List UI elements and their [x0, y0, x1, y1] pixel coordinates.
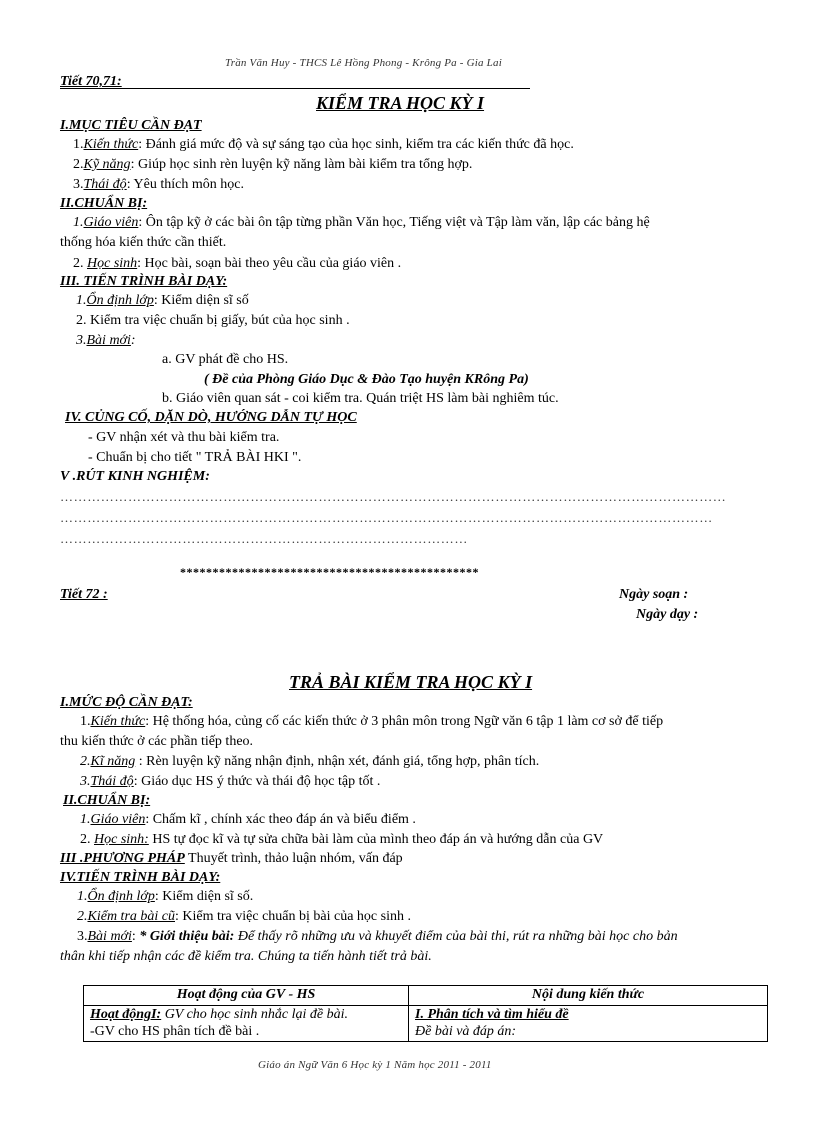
notes-line-2: ……………………………………………………………………………………………………………………………… [60, 511, 713, 525]
lesson1-s1-heading: I.MỤC TIÊU CẦN ĐẠT [60, 118, 202, 133]
notes-line-1: ………………………………………………………………………………………………………………………………… [60, 490, 727, 504]
lesson1-exam-source: ( Đề của Phòng Giáo Dục & Đào Tạo huyện KRông Pa) [204, 372, 529, 387]
lesson2-intro-cont: thân khi tiếp nhận các đề kiểm tra. Chúng ta tiến hành tiết trả bài. [60, 949, 432, 964]
lesson2-period: Tiết 72 : [60, 587, 108, 602]
lesson1-attitude: 3.Thái độ: Yêu thích môn học. [73, 177, 244, 192]
lesson2-knowledge-cont: thu kiến thức ở các phần tiếp theo. [60, 734, 254, 749]
lesson2-step3: 3.Bài mới: * Giới thiệu bài: Để thấy rõ những ưu và khuyết điểm của bài thi, rút ra những bài học cho bản [77, 929, 678, 944]
lesson2-step1: 1.Ổn định lớp: Kiểm diện sĩ số. [77, 889, 254, 904]
lesson1-s4-line1: - GV nhận xét và thu bài kiểm tra. [88, 430, 280, 445]
lesson1-teacher: 1.Giáo viên: Ôn tập kỹ ở các bài ôn tập từng phần Văn học, Tiếng việt và Tập làm văn, lập các bảng hệ [73, 215, 650, 230]
notes-line-3: ……………………………………………………………………………… [60, 532, 468, 546]
lesson1-teacher-cont: thống hóa kiến thức cần thiết. [60, 235, 227, 250]
lesson1-s2-heading: II.CHUẨN BỊ: [60, 196, 148, 211]
table-header-row [84, 986, 768, 1006]
table-cell-content: I. Phân tích và tìm hiểu đề Đề bài và đáp án: [409, 1005, 768, 1042]
lesson1-step3a: a. GV phát đề cho HS. [162, 352, 289, 367]
page-footer: Giáo án Ngữ Văn 6 Học kỳ 1 Năm học 2011 - 2011 [258, 1059, 492, 1071]
lesson2-s2-heading: II.CHUẨN BỊ: [63, 793, 151, 808]
lesson1-s3-heading: III. TIẾN TRÌNH BÀI DẠY: [60, 274, 228, 289]
lesson1-step1: 1.Ổn định lớp: Kiểm diện sĩ số [76, 293, 249, 308]
lesson2-knowledge: 1.Kiến thức: Hệ thống hóa, củng cố các kiến thức ở 3 phân môn trong Ngữ văn 6 tập 1 làm cơ sở để tiếp [80, 714, 664, 729]
lesson1-period: Tiết 70,71: [60, 74, 122, 89]
lesson1-step2: 2. Kiểm tra việc chuẩn bị giấy, bút của học sinh . [76, 313, 350, 328]
lesson2-student: 2. Học sinh: HS tự đọc kĩ và tự sửa chữa bài làm của mình theo đáp án và hướng dẫn của GV [80, 832, 604, 847]
lesson2-method: III .PHƯƠNG PHÁP Thuyết trình, thảo luận nhóm, vấn đáp [60, 851, 403, 866]
lesson2-teach-date: Ngày dạy : [636, 607, 699, 622]
activity-table [83, 985, 768, 1042]
table-row [84, 1005, 768, 1042]
lesson2-title: TRẢ BÀI KIỂM TRA HỌC KỲ I [289, 672, 533, 692]
lesson1-skills: 2.Kỹ năng: Giúp học sinh rèn luyện kỹ năng làm bài kiểm tra tổng hợp. [73, 157, 473, 172]
lesson1-title: KIỂM TRA HỌC KỲ I [316, 93, 485, 113]
lesson2-teacher: 1.Giáo viên: Chấm kĩ , chính xác theo đáp án và biểu điểm . [80, 812, 416, 827]
lesson2-skills: 2.Kĩ năng : Rèn luyện kỹ năng nhận định, nhận xét, đánh giá, tổng hợp, phân tích. [80, 754, 540, 769]
lesson1-s5-heading: V .RÚT KINH NGHIỆM: [60, 469, 210, 484]
lesson2-s4-heading: IV.TIẾN TRÌNH BÀI DẠY: [60, 870, 221, 885]
table-header-activities: Hoạt động của GV - HS [84, 986, 409, 1006]
lesson2-attitude: 3.Thái độ: Giáo dục HS ý thức và thái độ học tập tốt . [80, 774, 381, 789]
lesson1-s4-line2: - Chuẩn bị cho tiết " TRẢ BÀI HKI ". [88, 450, 302, 465]
lesson1-step3b: b. Giáo viên quan sát - coi kiểm tra. Quán triệt HS làm bài nghiêm túc. [162, 391, 559, 406]
divider-line [60, 88, 530, 89]
lesson1-step3: 3.Bài mới: [76, 333, 136, 348]
lesson2-prep-date: Ngày soạn : [619, 587, 689, 602]
lesson1-s4-heading: IV. CỦNG CỐ, DẶN DÒ, HƯỚNG DẪN TỰ HỌC [65, 410, 357, 425]
table-cell-activity: Hoạt độngI: GV cho học sinh nhắc lại đề bài. -GV cho HS phân tích đề bài . [84, 1005, 409, 1042]
lesson1-knowledge: 1.Kiến thức: Đánh giá mức độ và sự sáng tạo của học sinh, kiểm tra các kiến thức đã học. [73, 137, 574, 152]
lesson2-step2: 2.Kiểm tra bài cũ: Kiểm tra việc chuẩn bị bài của học sinh . [77, 909, 411, 924]
lesson2-s1-heading: I.MỨC ĐỘ CẦN ĐẠT: [60, 695, 193, 710]
page-header: Trần Văn Huy - THCS Lê Hồng Phong - Krông Pa - Gia Lai [225, 57, 502, 69]
separator: ********************************************** [180, 565, 479, 579]
lesson1-student: 2. Học sinh: Học bài, soạn bài theo yêu cầu của giáo viên . [73, 256, 402, 271]
table-header-content: Nội dung kiến thức [409, 986, 768, 1006]
